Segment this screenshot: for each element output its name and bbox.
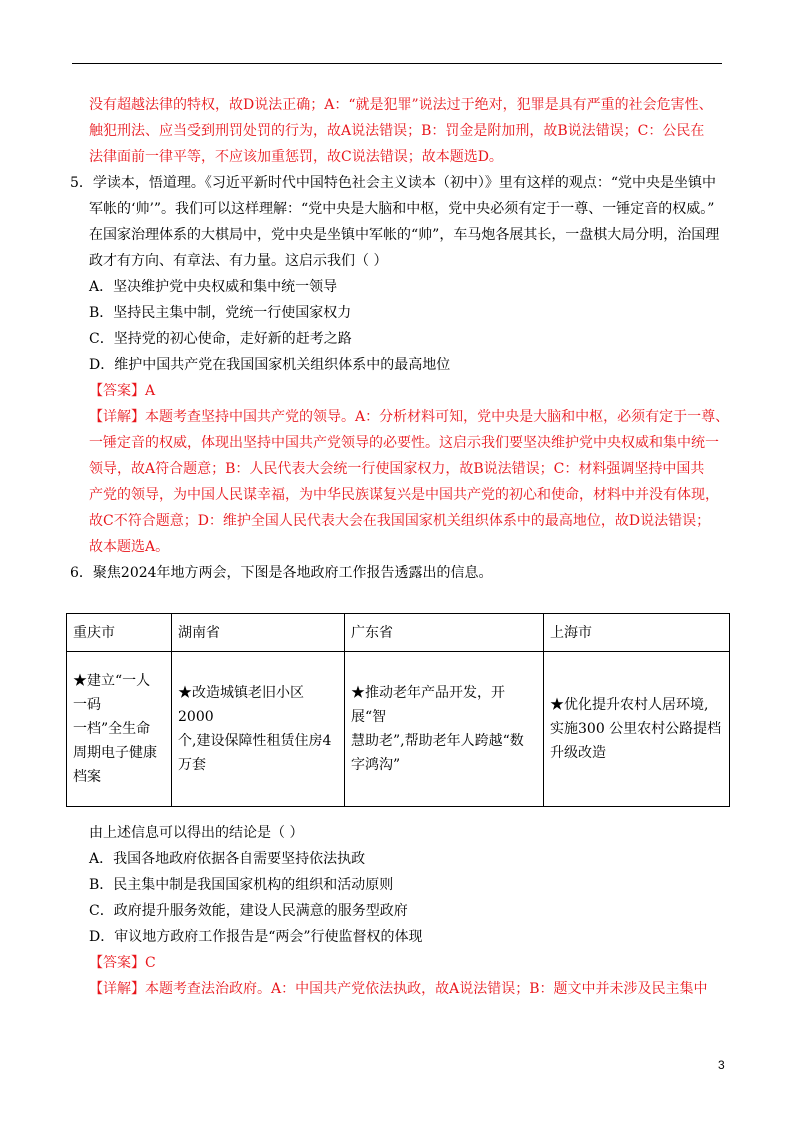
previous-explanation bbox=[70, 92, 730, 170]
question-stem-line: 在国家治理体系的大棋局中，党中央是坐镇中军帐的“帅”，车马炮各展其长，一盘棋大局分明，治国理 bbox=[89, 227, 720, 243]
page-number: 3 bbox=[718, 1058, 725, 1072]
question-stem-line: 5．学读本，悟道理。《习近平新时代中国特色社会主义读本（初中）》里有这样的观点：“党中央是坐镇中 bbox=[70, 175, 717, 191]
question-5 bbox=[70, 170, 730, 560]
cell-line: 实施300 公里农村公路提档 bbox=[550, 721, 722, 737]
table-row bbox=[67, 652, 730, 807]
question-stem-line: 军帐的‘帅’”。我们可以这样理解：“党中央是大脑和中枢，党中央必须有定于一尊、一锤定音的权威。” bbox=[89, 201, 715, 217]
option-a: A．我国各地政府依据各自需要坚持依法执政 bbox=[89, 851, 366, 867]
table-header-cell: 广东省 bbox=[345, 614, 544, 652]
option-c: C．政府提升服务效能，建设人民满意的服务型政府 bbox=[89, 903, 408, 919]
answer-label: 【答案】C bbox=[89, 955, 156, 971]
option-c: C．坚持党的初心使命，走好新的赶考之路 bbox=[89, 331, 352, 347]
cell-line: 一档”全生命 bbox=[73, 721, 151, 737]
table-header-cell: 重庆市 bbox=[67, 614, 172, 652]
table-cell bbox=[172, 652, 345, 807]
cell-line: 字鸿沟” bbox=[351, 757, 401, 773]
question-stem-line: 政才有方向、有章法、有力量。这启示我们（ ） bbox=[89, 253, 388, 269]
page-content bbox=[70, 92, 730, 586]
cell-line: ★优化提升农村人居环境, bbox=[550, 697, 709, 713]
cell-line: 万套 bbox=[178, 757, 206, 773]
table-cell bbox=[544, 652, 730, 807]
table-cell bbox=[67, 652, 172, 807]
option-b: B．民主集中制是我国国家机构的组织和活动原则 bbox=[89, 877, 394, 893]
explanation-line: 领导，故A符合题意；B：人民代表大会统一行使国家权力，故B说法错误；C：材料强调坚持中国共 bbox=[89, 461, 705, 477]
cell-line: ★改造城镇老旧小区2000 bbox=[178, 685, 304, 725]
cell-line: ★推动老年产品开发，开展“智 bbox=[351, 685, 505, 725]
option-d: D．维护中国共产党在我国国家机关组织体系中的最高地位 bbox=[89, 357, 451, 373]
option-d: D．审议地方政府工作报告是“两会”行使监督权的体现 bbox=[89, 929, 423, 945]
text-line: 法律面前一律平等，不应该加重惩罚，故C说法错误；故本题选D。 bbox=[89, 149, 503, 165]
cell-line: ★建立“一人 bbox=[73, 673, 151, 689]
explanation-line: 故C不符合题意；D：维护全国人民代表大会在我国国家机关组织体系中的最高地位，故D说法错误； bbox=[89, 513, 711, 529]
table-header-cell: 湖南省 bbox=[172, 614, 345, 652]
cell-line: 档案 bbox=[73, 769, 101, 785]
option-b: B．坚持民主集中制，党统一行使国家权力 bbox=[89, 305, 352, 321]
explanation-line: 产党的领导，为中国人民谋幸福，为中华民族谋复兴是中国共产党的初心和使命，材料中并没有体现， bbox=[89, 487, 719, 503]
option-a: A．坚决维护党中央权威和集中统一领导 bbox=[89, 279, 338, 295]
header-rule bbox=[72, 63, 722, 64]
info-table bbox=[66, 613, 730, 807]
question-6-body bbox=[70, 820, 730, 1002]
text-line: 触犯刑法、应当受到刑罚处罚的行为，故A说法错误；B：罚金是附加刑，故B说法错误；C：公民在 bbox=[89, 123, 705, 139]
table-header-row bbox=[67, 614, 730, 652]
explanation-line: 【详解】本题考查法治政府。A：中国共产党依法执政，故A说法错误；B：题文中并未涉及民主集中 bbox=[89, 981, 708, 997]
table-cell bbox=[345, 652, 544, 807]
cell-line: 一码 bbox=[73, 697, 101, 713]
table-header-cell: 上海市 bbox=[544, 614, 730, 652]
cell-line: 慧助老”,帮助老年人跨越“数 bbox=[351, 733, 524, 749]
cell-line: 个,建设保障性租赁住房4 bbox=[178, 733, 332, 749]
cell-line: 升级改造 bbox=[550, 745, 606, 761]
question-stem-line: 6．聚焦2024年地方两会，下图是各地政府工作报告透露出的信息。 bbox=[70, 565, 493, 581]
cell-line: 周期电子健康 bbox=[73, 745, 157, 761]
text-line: 没有超越法律的特权，故D说法正确；A：“就是犯罪”说法过于绝对，犯罪是具有严重的社会危害性、 bbox=[89, 97, 713, 113]
question-prompt: 由上述信息可以得出的结论是（ ） bbox=[89, 825, 304, 841]
explanation-line: 故本题选A。 bbox=[89, 539, 170, 555]
explanation-line: 一锤定音的权威，体现出坚持中国共产党领导的必要性。这启示我们要坚决维护党中央权威和集中统一 bbox=[89, 435, 719, 451]
explanation-line: 【详解】本题考查坚持中国共产党的领导。A：分析材料可知，党中央是大脑和中枢，必须有定于一尊、 bbox=[89, 409, 730, 425]
question-6-stem bbox=[70, 560, 730, 586]
answer-label: 【答案】A bbox=[89, 383, 156, 399]
